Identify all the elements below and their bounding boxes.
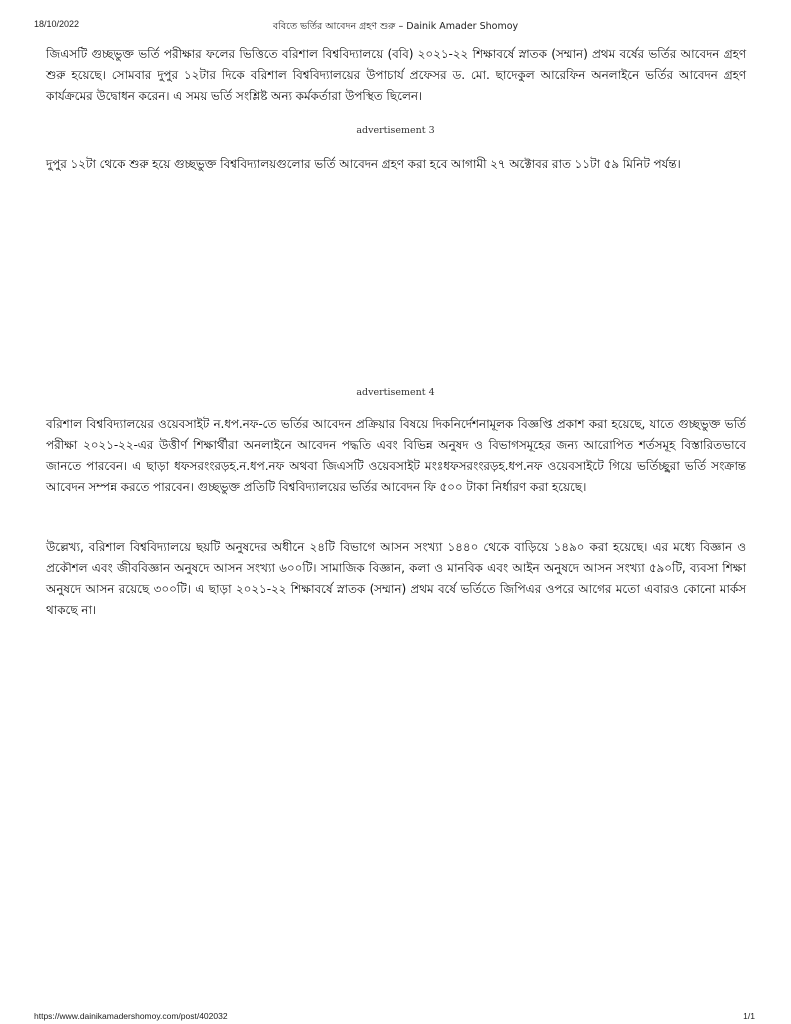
advertisement-3-placeholder: advertisement 3 [356, 125, 435, 136]
article-paragraph-3: বরিশাল বিশ্ববিদ্যালয়ের ওয়েবসাইট ন.ধপ.নফ-তে ভর্তির আবেদন প্রক্রিয়ার বিষয়ে দিকনির্দেশনামূলক বিজ্ঞপ্তি প্রকাশ করা হয়েছে, যাতে গুচ্ছভুক্ত ভর্তি পরীক্ষা ২০২১-২২-এর উত্তীর্ণ শিক্ষার্থীরা অনলাইনে আবেদন পদ্ধতি এবং বিভিন্ন অনুষদ ও বিভাগসমূহের জন্য আরোপিত শর্তসমূহ বিস্তারিতভাবে জানতে পারবেন। এ ছাড়া ধফসরংংরড়হ.ন.ধপ.নফ অথবা জিএসটি ওয়েবসাইট মংঃধফসরংংরড়হ.ধপ.নফ ওয়েবসাইটে গিয়ে ভর্তিচ্ছুরা ভর্তি সংক্রান্ত আবেদন সম্পন্ন করতে পারবেন। গুচ্ছভুক্ত প্রতিটি বিশ্ববিদ্যালয়ের ভর্তির আবেদন ফি ৫০০ টাকা নির্ধারণ করা হয়েছে। [46, 417, 746, 494]
source-url-link[interactable]: https://www.dainikamadershomoy.com/post/402032 [34, 1011, 228, 1021]
article-paragraph-4: উল্লেখ্য, বরিশাল বিশ্ববিদ্যালয়ে ছয়টি অনুষদের অধীনে ২৪টি বিভাগে আসন সংখ্যা ১৪৪০ থেকে বাড়িয়ে ১৪৯০ করা হয়েছে। এর মধ্যে বিজ্ঞান ও প্রকৌশল এবং জীববিজ্ঞান অনুষদে আসন সংখ্যা ৬০০টি। সামাজিক বিজ্ঞান, কলা ও মানবিক এবং আইন অনুষদে আসন সংখ্যা ৫৯০টি, ব্যবসা শিক্ষা অনুষদে আসন রয়েছে ৩০০টি। এ ছাড়া ২০২১-২২ শিক্ষাবর্ষে স্নাতক (সম্মান) প্রথম বর্ষে ভর্তিতে জিপিএর ওপরে আগের মতো এবারও কোনো মার্কস থাকছে না। [46, 540, 746, 617]
print-date: 18/10/2022 [34, 19, 80, 29]
page-number: 1/1 [743, 1011, 755, 1021]
article-paragraph-1: জিএসটি গুচ্ছভুক্ত ভর্তি পরীক্ষার ফলের ভিত্তিতে বরিশাল বিশ্ববিদ্যালয়ে (ববি) ২০২১-২২ শিক্ষাবর্ষে স্নাতক (সম্মান) প্রথম বর্ষের ভর্তির আবেদন গ্রহণ শুরু হয়েছে। সোমবার দুপুর ১২টার দিকে বরিশাল বিশ্ববিদ্যালয়ের উপাচার্য প্রফেসর ড. মো. ছাদেকুল আরেফিন অনলাইনে ভর্তির আবেদন গ্রহণ কার্যক্রমের উদ্বোধন করেন। এ সময় ভর্তি সংশ্লিষ্ট অন্য কর্মকর্তারা উপস্থিত ছিলেন। [46, 47, 746, 103]
article-paragraph-2: দুপুর ১২টা থেকে শুরু হয়ে গুচ্ছভুক্ত বিশ্ববিদ্যালয়গুলোর ভর্তি আবেদন গ্রহণ করা হবে আগামী ২৭ অক্টোবর রাত ১১টা ৫৯ মিনিট পর্যন্ত। [46, 157, 681, 171]
advertisement-4-placeholder: advertisement 4 [356, 387, 435, 398]
page-title: ববিতে ভর্তির আবেদন গ্রহণ শুরু – Dainik Amader Shomoy [272, 21, 519, 32]
